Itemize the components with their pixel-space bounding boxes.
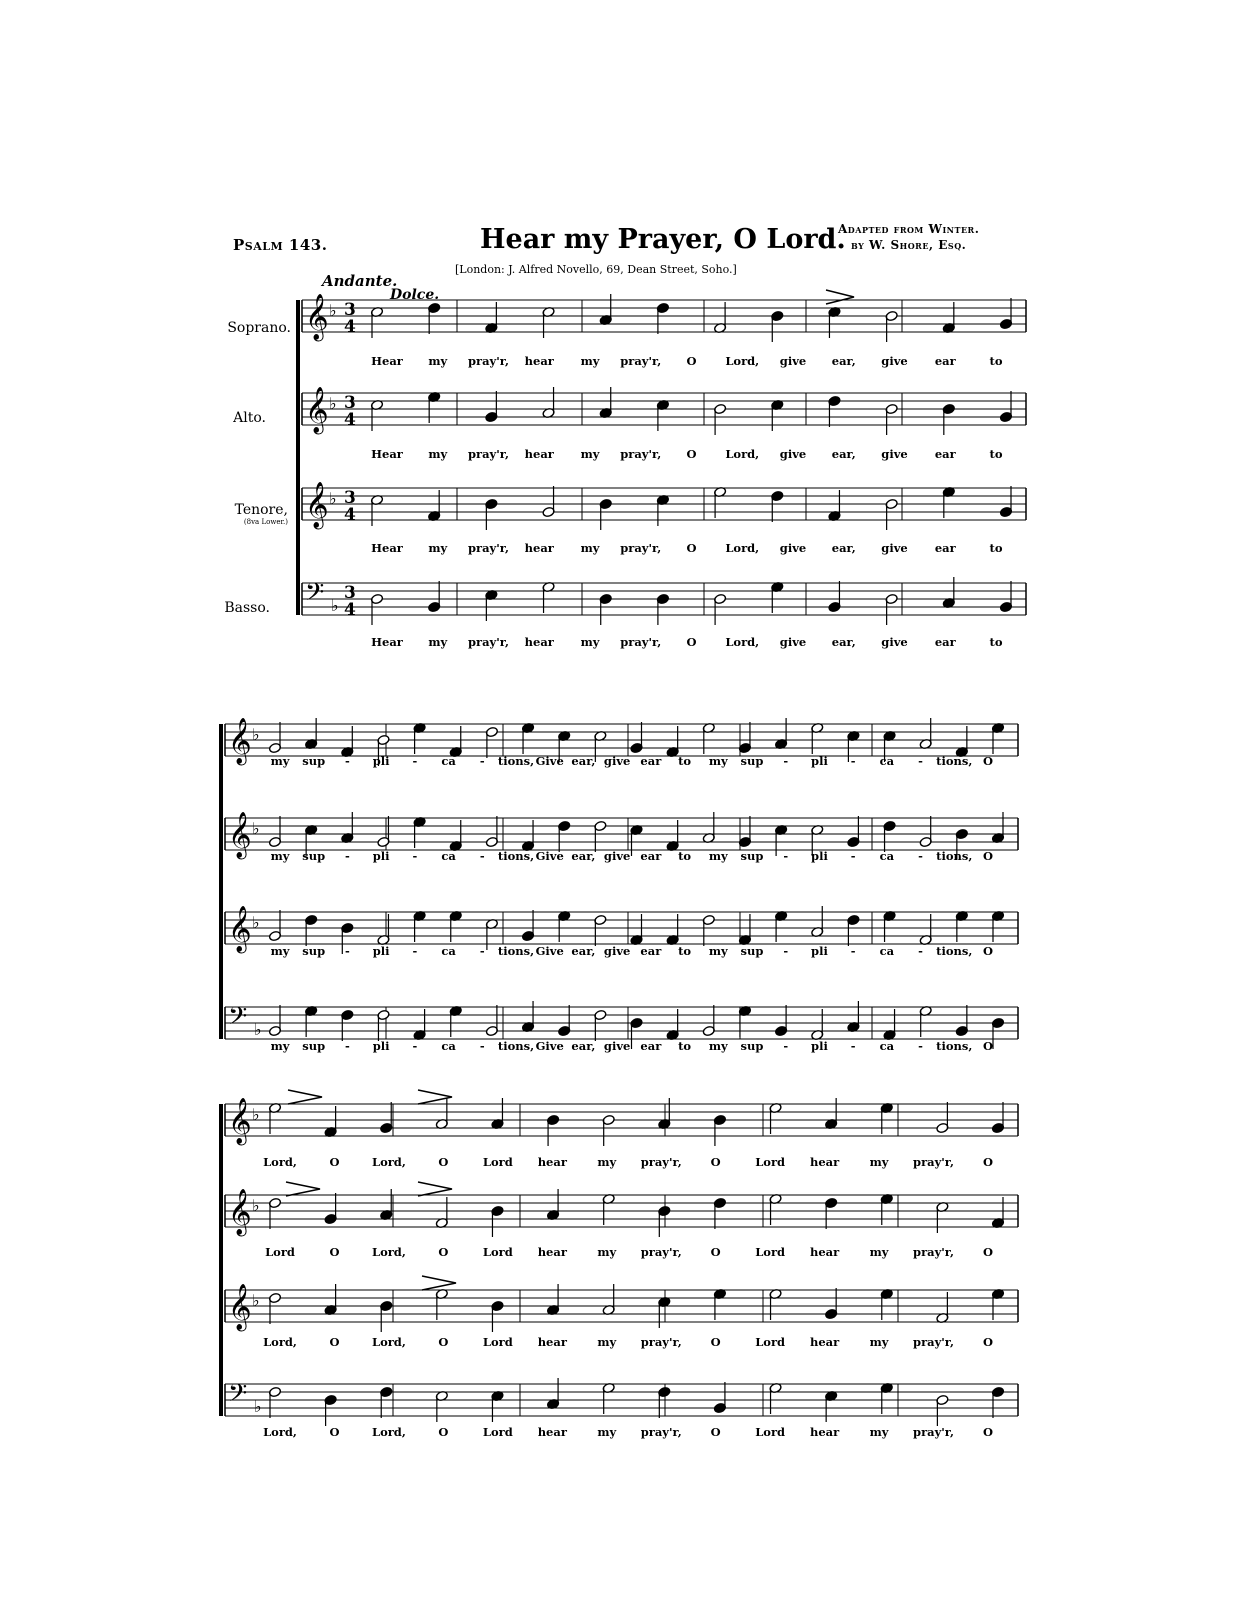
lyric-syllable: give (779, 635, 807, 649)
part-label-tenor-sub: (8va Lower.) (243, 518, 288, 526)
lyric-syllable: ear (640, 849, 662, 863)
lyric-syllable: to (989, 541, 1003, 555)
lyric-syllable: hear (524, 635, 554, 649)
time-signature-top: 3 (344, 583, 356, 603)
lyric-syllable: O (710, 1335, 721, 1349)
lyric-syllable: Lord (482, 1425, 513, 1439)
attribution-line-1: Adapted from Winter. (838, 222, 980, 236)
bass-clef-icon: 𝄢 (228, 1379, 248, 1414)
lyric-syllable: O (438, 1155, 449, 1169)
lyric-syllable: - (783, 1039, 789, 1053)
lyric-syllable: to (678, 849, 692, 863)
time-signature-bottom: 4 (344, 505, 356, 525)
lyric-syllable: pli (372, 849, 390, 863)
lyric-syllable: give (779, 354, 807, 368)
lyric-syllable: O (982, 1335, 994, 1349)
lyric-syllable: ear (640, 1039, 662, 1053)
flat-key-icon: ♭ (329, 489, 337, 508)
lyric-syllable: my (708, 944, 728, 958)
lyric-syllable: pray'r, (468, 447, 509, 461)
lyric-syllable: O (329, 1245, 340, 1259)
lyric-syllable: O (686, 447, 697, 461)
lyric-syllable: my (708, 1039, 728, 1053)
lyric-syllable: Lord (482, 1155, 513, 1169)
lyric-syllable: - (479, 944, 485, 958)
time-signature-bottom: 4 (344, 600, 356, 620)
lyric-syllable: give (779, 447, 807, 461)
lyric-syllable: - (412, 849, 418, 863)
lyric-syllable: pray'r, (620, 354, 662, 368)
lyric-syllable: O (438, 1245, 449, 1259)
lyric-syllable: my (270, 849, 290, 863)
lyric-syllable: - (345, 754, 350, 768)
lyric-syllable: my (597, 1155, 617, 1169)
lyric-syllable: - (850, 944, 856, 958)
lyric-syllable: O (982, 849, 994, 863)
lyric-syllable: my (597, 1245, 617, 1259)
lyric-syllable: sup (302, 944, 326, 958)
lyric-syllable: sup (302, 849, 326, 863)
lyric-syllable: Lord, (371, 1245, 406, 1259)
lyric-syllable: pli (811, 1039, 828, 1053)
lyric-syllable: tions, (936, 754, 973, 768)
lyric-syllable: - (412, 754, 418, 768)
lyric-syllable: ear, (831, 354, 856, 368)
lyric-syllable: pli (811, 849, 828, 863)
part-label-tenor-main: Tenore, (234, 502, 288, 518)
accent-mark (286, 1182, 320, 1196)
lyric-syllable: O (982, 1425, 994, 1439)
lyric-syllable: pray'r, (620, 635, 662, 649)
lyric-syllable: Give (535, 944, 564, 958)
flat-key-icon: ♭ (329, 301, 337, 320)
lyric-syllable: pli (811, 754, 828, 768)
lyric-syllable: sup (740, 1039, 764, 1053)
attribution-line-2: by W. Shore, Esq. (851, 238, 967, 252)
lyric-syllable: pray'r, (468, 541, 509, 555)
lyric-syllable: Hear (371, 635, 403, 649)
lyric-syllable: ear, (571, 944, 596, 958)
lyric-syllable: tions, (936, 1039, 973, 1053)
flat-key-icon: ♭ (329, 394, 337, 413)
lyric-syllable: O (438, 1335, 449, 1349)
accent-mark (418, 1182, 452, 1196)
lyric-syllable: my (869, 1335, 889, 1349)
lyric-syllable: sup (302, 1039, 326, 1053)
lyric-syllable: ca (879, 944, 895, 958)
lyric-syllable: hear (810, 1155, 840, 1169)
lyric-syllable: tions, (497, 754, 535, 768)
time-signature-top: 3 (344, 300, 356, 320)
lyric-syllable: my (270, 754, 290, 768)
lyric-syllable: give (779, 541, 807, 555)
lyric-syllable: tions, (497, 944, 535, 958)
lyric-syllable: hear (810, 1245, 840, 1259)
publisher-line: [London: J. Alfred Novello, 69, Dean Street, Soho.] (455, 263, 737, 276)
lyric-syllable: my (270, 944, 290, 958)
lyric-syllable: O (982, 1245, 994, 1259)
lyric-syllable: - (850, 1039, 856, 1053)
lyric-syllable: my (428, 447, 448, 461)
lyric-syllable: pray'r, (468, 354, 509, 368)
lyric-syllable: ca (879, 849, 895, 863)
lyric-syllable: O (329, 1155, 340, 1169)
lyric-syllable: give (603, 754, 631, 768)
lyric-syllable: - (918, 754, 923, 768)
lyric-syllable: O (982, 754, 994, 768)
time-signature-top: 3 (344, 393, 356, 413)
lyric-syllable: - (479, 1039, 485, 1053)
lyric-syllable: Hear (371, 541, 403, 555)
lyric-syllable: pray'r, (640, 1245, 682, 1259)
lyric-syllable: - (783, 944, 789, 958)
lyric-syllable: pray'r, (620, 447, 662, 461)
treble-clef-icon: 𝄞 (305, 387, 329, 433)
lyric-syllable: pray'r, (620, 541, 662, 555)
lyric-syllable: - (783, 754, 789, 768)
lyric-syllable: - (345, 1039, 350, 1053)
lyric-syllable: O (329, 1425, 340, 1439)
lyric-syllable: Lord (755, 1155, 786, 1169)
lyric-syllable: pli (372, 1039, 390, 1053)
flat-key-icon: ♭ (252, 1291, 260, 1310)
lyric-syllable: pli (372, 754, 390, 768)
lyric-syllable: my (428, 354, 448, 368)
time-signature-bottom: 4 (344, 317, 356, 337)
lyric-syllable: hear (524, 354, 554, 368)
lyric-syllable: Lord (482, 1335, 513, 1349)
lyric-syllable: my (580, 447, 600, 461)
flat-key-icon: ♭ (252, 1196, 260, 1215)
lyric-syllable: sup (740, 944, 764, 958)
lyric-syllable: O (710, 1425, 721, 1439)
dolce-marking: Dolce. (390, 287, 440, 303)
flat-key-icon: ♭ (252, 819, 260, 838)
flat-key-icon: ♭ (252, 725, 260, 744)
lyric-syllable: Hear (371, 447, 403, 461)
lyric-syllable: O (438, 1425, 449, 1439)
lyric-syllable: ear, (831, 447, 856, 461)
lyric-syllable: Lord, (725, 635, 760, 649)
lyric-syllable: ear, (571, 754, 596, 768)
treble-clef-icon: 𝄞 (305, 482, 329, 528)
lyric-syllable: ear, (831, 635, 856, 649)
lyric-syllable: ca (879, 754, 895, 768)
page-title: Hear my Prayer, O Lord. (480, 224, 846, 255)
lyric-syllable: tions, (497, 1039, 535, 1053)
lyric-syllable: - (918, 849, 923, 863)
lyric-syllable: Lord, (263, 1425, 297, 1439)
lyric-syllable: O (710, 1245, 721, 1259)
lyric-syllable: pli (811, 944, 828, 958)
bass-clef-icon: 𝄢 (305, 578, 325, 613)
lyric-syllable: O (686, 354, 697, 368)
lyric-syllable: my (708, 754, 728, 768)
treble-clef-icon: 𝄞 (228, 718, 252, 764)
lyric-syllable: my (869, 1245, 889, 1259)
lyric-syllable: pray'r, (913, 1155, 955, 1169)
lyric-syllable: hear (537, 1245, 567, 1259)
lyric-syllable: ear (934, 541, 956, 555)
lyric-syllable: to (678, 754, 692, 768)
lyric-syllable: ear (934, 447, 956, 461)
time-signature-top: 3 (344, 488, 356, 508)
lyric-syllable: - (479, 754, 485, 768)
lyric-syllable: O (686, 635, 697, 649)
lyric-syllable: hear (810, 1425, 840, 1439)
lyric-syllable: ca (441, 754, 456, 768)
accent-mark (826, 290, 854, 304)
bass-clef-icon: 𝄢 (228, 1002, 248, 1037)
lyric-syllable: my (869, 1155, 889, 1169)
lyric-syllable: Lord, (263, 1335, 297, 1349)
treble-clef-icon: 𝄞 (228, 1284, 252, 1330)
lyric-syllable: to (678, 944, 692, 958)
treble-clef-icon: 𝄞 (228, 812, 252, 858)
lyric-syllable: my (869, 1425, 889, 1439)
lyric-syllable: ear (640, 754, 662, 768)
lyric-syllable: Lord, (263, 1155, 297, 1169)
lyric-syllable: pray'r, (468, 635, 509, 649)
tempo-marking: Andante. (322, 272, 398, 290)
lyric-syllable: give (881, 635, 908, 649)
lyric-syllable: my (597, 1425, 617, 1439)
lyric-syllable: Hear (371, 354, 403, 368)
lyric-syllable: pray'r, (640, 1155, 682, 1169)
lyric-syllable: ear, (571, 1039, 596, 1053)
flat-key-icon: ♭ (254, 1397, 262, 1416)
lyric-syllable: ear (640, 944, 662, 958)
lyric-syllable: Lord, (371, 1425, 406, 1439)
lyric-syllable: Give (535, 849, 564, 863)
lyric-syllable: pray'r, (640, 1335, 682, 1349)
lyric-syllable: pray'r, (913, 1335, 955, 1349)
lyric-syllable: my (580, 635, 600, 649)
lyric-syllable: Lord, (725, 447, 760, 461)
lyric-syllable: Lord, (725, 354, 760, 368)
lyric-syllable: - (918, 944, 923, 958)
lyric-syllable: O (710, 1155, 721, 1169)
flat-key-icon: ♭ (254, 1020, 262, 1039)
lyric-syllable: my (580, 541, 600, 555)
lyric-syllable: to (678, 1039, 692, 1053)
lyric-syllable: O (982, 944, 994, 958)
lyric-syllable: give (603, 849, 631, 863)
lyric-syllable: hear (524, 447, 554, 461)
lyric-syllable: O (982, 1039, 994, 1053)
lyric-syllable: to (989, 447, 1003, 461)
part-label-bass: Basso. (224, 600, 270, 616)
lyric-syllable: O (329, 1335, 340, 1349)
flat-key-icon: ♭ (252, 1105, 260, 1124)
lyric-syllable: pray'r, (913, 1245, 955, 1259)
lyric-syllable: Lord, (725, 541, 760, 555)
lyric-syllable: Lord (755, 1335, 786, 1349)
lyric-syllable: pray'r, (640, 1425, 682, 1439)
lyric-syllable: - (345, 849, 350, 863)
treble-clef-icon: 𝄞 (305, 294, 329, 340)
lyric-syllable: hear (524, 541, 554, 555)
lyric-syllable: my (270, 1039, 290, 1053)
lyric-syllable: sup (302, 754, 326, 768)
lyric-syllable: to (989, 354, 1003, 368)
lyric-syllable: hear (537, 1425, 567, 1439)
flat-key-icon: ♭ (252, 913, 260, 932)
lyric-syllable: give (881, 541, 908, 555)
accent-mark (288, 1090, 322, 1104)
lyric-syllable: sup (740, 754, 764, 768)
lyric-syllable: ca (879, 1039, 895, 1053)
lyric-syllable: hear (537, 1155, 567, 1169)
lyric-syllable: - (783, 849, 789, 863)
part-label-soprano: Soprano. (227, 320, 291, 336)
lyric-syllable: Lord (265, 1245, 295, 1259)
lyric-syllable: - (850, 754, 856, 768)
lyric-syllable: hear (537, 1335, 567, 1349)
lyric-syllable: ear, (571, 849, 596, 863)
lyric-syllable: ear (934, 635, 956, 649)
lyric-syllable: Lord (755, 1245, 786, 1259)
lyric-syllable: Lord, (371, 1335, 406, 1349)
lyric-syllable: hear (810, 1335, 840, 1349)
lyric-syllable: pray'r, (913, 1425, 955, 1439)
lyric-syllable: ca (441, 849, 456, 863)
lyric-syllable: O (982, 1155, 994, 1169)
lyric-syllable: tions, (936, 849, 973, 863)
lyric-syllable: give (603, 944, 631, 958)
flat-key-icon: ♭ (331, 596, 339, 615)
lyric-syllable: tions, (497, 849, 535, 863)
lyric-syllable: - (412, 1039, 418, 1053)
accent-mark (422, 1276, 456, 1290)
lyric-syllable: O (686, 541, 697, 555)
lyric-syllable: ca (441, 1039, 456, 1053)
lyric-syllable: give (881, 354, 908, 368)
treble-clef-icon: 𝄞 (228, 1098, 252, 1144)
lyric-syllable: sup (740, 849, 764, 863)
treble-clef-icon: 𝄞 (228, 906, 252, 952)
lyric-syllable: Give (535, 1039, 564, 1053)
time-signature-bottom: 4 (344, 410, 356, 430)
lyric-syllable: Give (535, 754, 564, 768)
lyric-syllable: my (428, 635, 448, 649)
lyric-syllable: ca (441, 944, 456, 958)
lyric-syllable: my (428, 541, 448, 555)
lyric-syllable: ear (934, 354, 956, 368)
lyric-syllable: - (412, 944, 418, 958)
lyric-syllable: pli (372, 944, 390, 958)
lyric-syllable: - (850, 849, 856, 863)
lyric-syllable: - (345, 944, 350, 958)
lyric-syllable: Lord (482, 1245, 513, 1259)
lyric-syllable: my (580, 354, 600, 368)
lyric-syllable: Lord, (371, 1155, 406, 1169)
treble-clef-icon: 𝄞 (228, 1189, 252, 1235)
lyric-syllable: - (479, 849, 485, 863)
lyric-syllable: to (989, 635, 1003, 649)
lyric-syllable: - (918, 1039, 923, 1053)
lyric-syllable: my (597, 1335, 617, 1349)
lyric-syllable: give (603, 1039, 631, 1053)
lyric-syllable: Lord (755, 1425, 786, 1439)
lyric-syllable: tions, (936, 944, 973, 958)
part-label-alto: Alto. (233, 410, 266, 426)
lyric-syllable: my (708, 849, 728, 863)
psalm-number: Psalm 143. (233, 236, 328, 254)
lyric-syllable: give (881, 447, 908, 461)
lyric-syllable: ear, (831, 541, 856, 555)
